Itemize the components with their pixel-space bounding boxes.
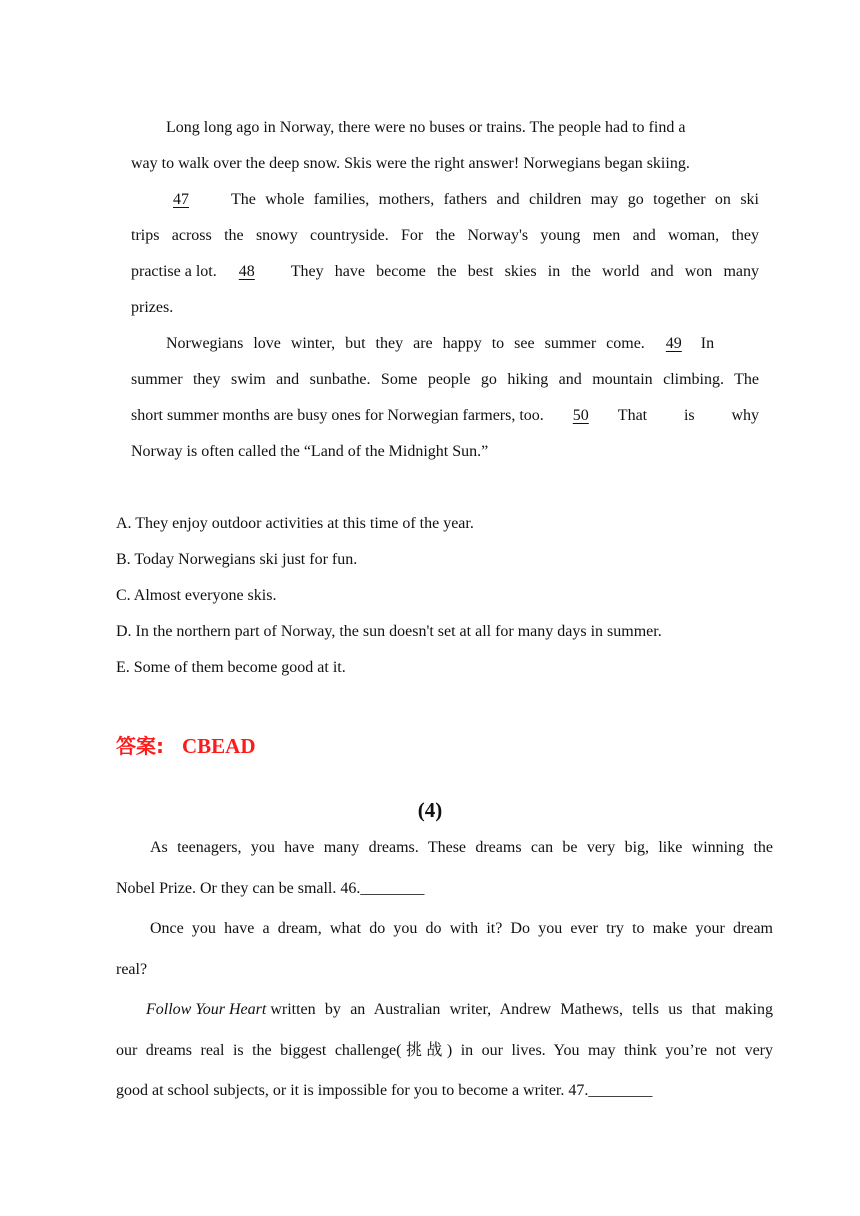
s4-para3-line1 <box>146 1000 773 1020</box>
option-b: B. Today Norwegians ski just for fun. <box>116 551 358 568</box>
option-c: C. Almost everyone skis. <box>116 587 277 604</box>
option-a: A. They enjoy outdoor activities at this time of the year. <box>116 515 474 532</box>
answer-line <box>116 733 256 759</box>
text: Long long ago in Norway, there were no buses or trains. The people had to find a <box>166 119 686 136</box>
section-title: (4) <box>417 798 443 822</box>
p3-para1-line3-text: The whole families, mothers, fathers and children may go together on ski <box>231 191 759 208</box>
p3-para2-line3 <box>131 406 759 426</box>
p3-para1-line5-after: They have become the best skies in the world and won many <box>290 263 759 280</box>
blank-48[interactable]: 48 <box>238 263 255 280</box>
p3-para1-line3 <box>131 190 759 210</box>
s4-para2-line1: Once you have a dream, what do you do with it? Do you ever try to make your dream <box>150 920 773 937</box>
answer-label: 答案: <box>116 734 164 758</box>
p3-para1-line6: prizes. <box>131 299 174 316</box>
blank-47[interactable]: 47 <box>173 191 189 208</box>
answer-value: CBEAD <box>182 734 256 758</box>
p3-para2-line4: Norway is often called the “Land of the Midnight Sun.” <box>131 443 489 460</box>
p3-para2-line1-before: Norwegians love winter, but they are happy to see summer come. <box>166 335 645 352</box>
p3-para1-line5-before: practise a lot. <box>131 263 217 280</box>
p3-para2-line2: summer they swim and sunbathe. Some people go hiking and mountain climbing. The <box>131 371 759 388</box>
option-e: E. Some of them become good at it. <box>116 659 346 676</box>
p3-para1-line2: way to walk over the deep snow. Skis were the right answer! Norwegians began skiing. <box>131 155 690 172</box>
blank-49[interactable]: 49 <box>665 335 682 352</box>
blank-50[interactable]: 50 <box>572 407 589 424</box>
p3-para1-line5 <box>131 262 759 282</box>
s4-para3-line3: good at school subjects, or it is impossible for you to become a writer. 47.________ <box>116 1082 653 1099</box>
s4-para3-line2: our dreams real is the biggest challenge(挑战) in our lives. You may think you’re not very <box>116 1042 773 1059</box>
p3-para2-line3-before: short summer months are busy ones for Norwegian farmers, too. <box>131 407 544 424</box>
p3-para2-line3-after: That is why <box>617 407 759 424</box>
s4-para1-line1: As teenagers, you have many dreams. These dreams can be very big, like winning the <box>150 839 773 856</box>
p3-para1-line1 <box>166 118 759 138</box>
p3-para2-line1-after: In <box>700 335 715 352</box>
book-title: Follow Your Heart <box>146 1001 267 1018</box>
s4-para1-line2: Nobel Prize. Or they can be small. 46.________ <box>116 880 425 897</box>
s4-para3-line1-after: written by an Australian writer, Andrew Mathews, tells us that making <box>270 1001 773 1018</box>
option-d: D. In the northern part of Norway, the sun doesn't set at all for many days in summer. <box>116 623 662 640</box>
p3-para1-line4: trips across the snowy countryside. For the Norway's young men and woman, they <box>131 227 759 244</box>
p3-para2-line1 <box>166 334 714 354</box>
s4-para2-line2: real? <box>116 961 148 978</box>
